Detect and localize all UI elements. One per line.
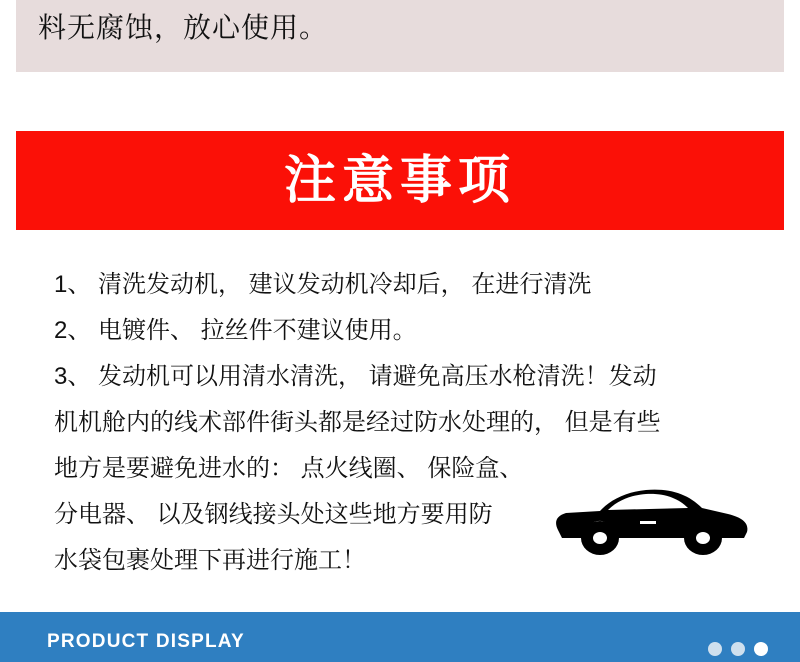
note-line: 水袋包裹处理下再进行施工！ xyxy=(54,547,366,574)
pagination-dot[interactable] xyxy=(708,642,722,656)
pagination-dot-active[interactable] xyxy=(754,642,768,656)
note-line: 分电器、 以及钢线接头处这些地方要用防 xyxy=(54,501,493,528)
car-silhouette-icon xyxy=(548,478,753,558)
pagination-dot[interactable] xyxy=(731,642,745,656)
description-line: 料无腐蚀，放心使用。 xyxy=(38,12,329,43)
note-line: 地方是要避免进水的： 点火线圈、 保险盒、 xyxy=(54,455,524,482)
note-line: 1、 清洗发动机， 建议发动机冷却后， 在进行清洗 xyxy=(54,271,592,298)
notice-banner-title: 注意事项 xyxy=(283,151,516,210)
description-block xyxy=(16,0,784,72)
product-display-bar xyxy=(0,612,800,662)
note-line: 机机舱内的线术部件街头都是经过防水处理的， 但是有些 xyxy=(54,409,661,436)
product-display-title: PRODUCT DISPLAY xyxy=(47,631,245,652)
pagination-dots[interactable] xyxy=(708,642,768,656)
note-line: 2、 电镀件、 拉丝件不建议使用。 xyxy=(54,317,417,344)
note-line: 3、 发动机可以用清水清洗， 请避免高压水枪清洗！发动 xyxy=(54,363,657,390)
notice-banner xyxy=(16,131,784,230)
